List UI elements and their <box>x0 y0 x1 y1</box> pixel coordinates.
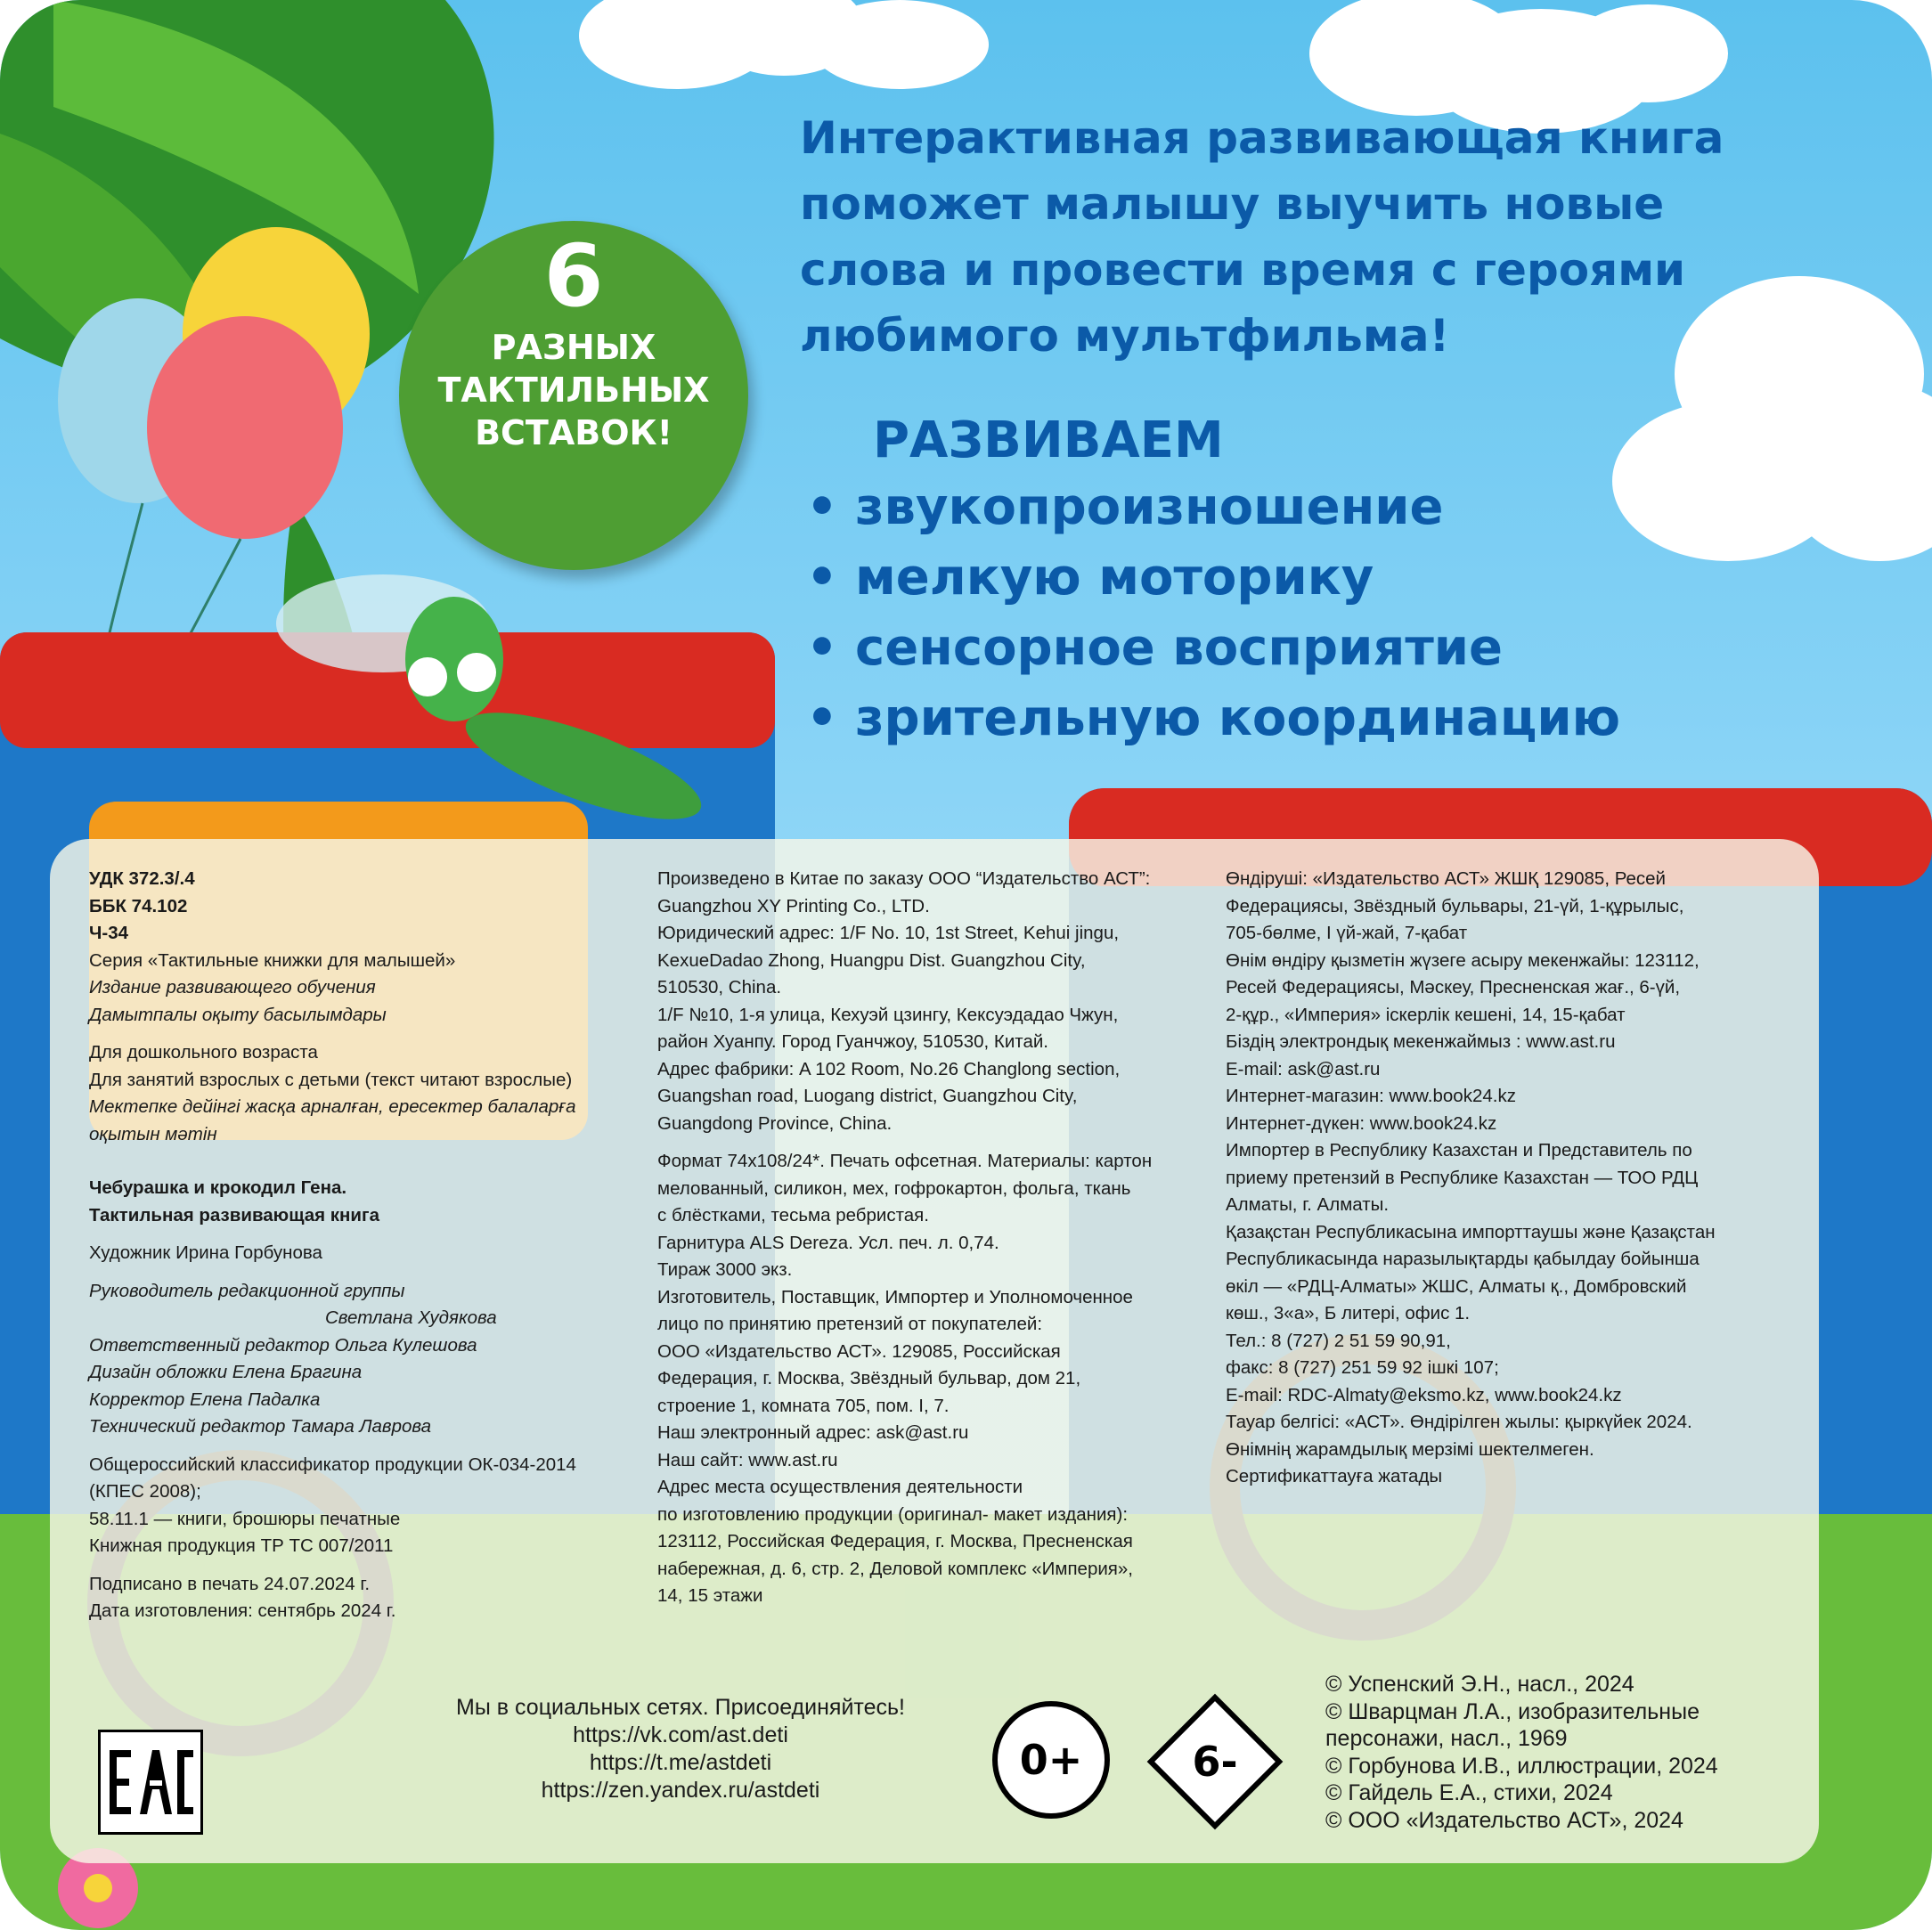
editor-credit: Ответственный редактор Ольга Кулешова <box>89 1334 477 1356</box>
tech-editor-credit: Технический редактор Тамара Лаврова <box>89 1416 432 1437</box>
imprint-line: факс: 8 (727) 251 59 92 ішкі 107; <box>1226 1357 1499 1378</box>
imprint-line: по изготовлению продукции (оригинал- макет издания): <box>657 1503 1129 1525</box>
imprint-line: Адрес фабрики: A 102 Room, No.26 Changlong section, <box>657 1058 1121 1079</box>
tactile-inserts-badge <box>399 221 748 570</box>
imprint-line: Республикасында наразылықтарды қабылдау бойынша <box>1226 1249 1700 1269</box>
age-rating-circle: 0+ <box>992 1701 1110 1819</box>
imprint-line: приему претензий в Республике Казахстан — ТОО РДЦ <box>1226 1167 1699 1188</box>
age-rating-diamond <box>1147 1694 1283 1829</box>
imprint-line: 705-бөлме, I үй-жай, 7-қабат <box>1226 923 1468 943</box>
edition-kz: Дамытпалы оқыту басылымдары <box>89 1004 387 1025</box>
imprint-line: көш., 3«а», Б литері, офис 1. <box>1226 1303 1471 1323</box>
imprint-column-3 <box>1226 866 1796 1491</box>
imprint-line: ООО «Издательство АСТ». 129085, Российская <box>657 1340 1061 1362</box>
imprint-line: Алматы, г. Алматы. <box>1226 1194 1390 1215</box>
social-heading: Мы в социальных сетях. Присоединяйтесь! <box>456 1695 905 1720</box>
copyright-line: © Горбунова И.В., иллюстрации, 2024 <box>1325 1753 1718 1779</box>
bullet-icon: • <box>806 478 838 536</box>
imprint-line: 2-құр., «Империя» іскерлік кешені, 14, 15-қабат <box>1226 1004 1626 1025</box>
imprint-line: 123112, Российская Федерация, г. Москва, Пресненская <box>657 1531 1133 1551</box>
age-note-kz: Мектепке дейінгі жасқа арналған, ересектер балаларға <box>89 1096 576 1117</box>
bbk: ББК 74.102 <box>89 895 188 916</box>
eac-certification-icon <box>98 1730 203 1835</box>
imprint-column-1 <box>89 866 641 1625</box>
imprint-line: Формат 74x108/24*. Печать офсетная. Материалы: картон <box>657 1151 1153 1171</box>
imprint-line: Юридический адрес: 1/F No. 10, 1st Street, Kehui jingu, <box>657 923 1120 943</box>
imprint-line: E-mail: RDC-Almaty@eksmo.kz, www.book24.kz <box>1226 1384 1622 1405</box>
develop-item: • сенсорное восприятие <box>806 613 1875 683</box>
bullet-icon: • <box>806 549 838 607</box>
imprint-line: Тираж 3000 экз. <box>657 1259 793 1280</box>
imprint-line: Изготовитель, Поставщик, Импортер и Уполномоченное <box>657 1286 1133 1307</box>
imprint-line: өкіл — «РДЦ-Алматы» ЖШС, Алматы қ., Домбровский <box>1226 1275 1687 1297</box>
copyright-line: © Шварцман Л.А., изобразительные <box>1325 1698 1700 1724</box>
imprint-line: Ресей Федерациясы, Мәскеу, Пресненская жағ., 6-үй, <box>1226 977 1681 998</box>
headline <box>800 105 1887 369</box>
imprint-line: набережная, д. 6, стр. 2, Деловой комплекс «Империя», <box>657 1558 1133 1579</box>
age-note: Для дошкольного возраста <box>89 1042 318 1063</box>
book-subtitle: Тактильная развивающая книга <box>89 1204 379 1226</box>
imprint-line: E-mail: ask@ast.ru <box>1226 1058 1381 1079</box>
headline-line: слова и провести время с героями <box>800 244 1686 296</box>
headline-line: Интерактивная развивающая книга <box>800 112 1724 164</box>
imprint-line: Наш электронный адрес: ask@ast.ru <box>657 1422 969 1443</box>
imprint-line: Интернет-магазин: www.book24.kz <box>1226 1086 1516 1106</box>
imprint-line: Өнім өндіру қызметін жүзеге асыру мекенжайы: 123112, <box>1226 949 1700 971</box>
design-credit: Дизайн обложки Елена Брагина <box>89 1362 363 1382</box>
classifier: Общероссийский классификатор продукции ОК-034-2014 <box>89 1454 576 1475</box>
imprint-line: Тауар белгісі: «АСТ». Өндірілген жылы: қыркүйек 2024. <box>1226 1412 1692 1432</box>
signed-date: Подписано в печать 24.07.2024 г. <box>89 1573 371 1594</box>
imprint-line: Қазақстан Республикасына импорттаушы және Қазақстан <box>1226 1221 1716 1242</box>
copyright-line: © Успенский Э.Н., насл., 2024 <box>1325 1672 1634 1697</box>
bullet-icon: • <box>806 689 838 747</box>
copyright-line: © Гайдель Е.А., стихи, 2024 <box>1325 1780 1613 1805</box>
imprint-line: Тел.: 8 (727) 2 51 59 90,91, <box>1226 1330 1451 1351</box>
classifier: (КПЕС 2008); <box>89 1481 201 1502</box>
series: Серия «Тактильные книжки для малышей» <box>89 949 456 971</box>
develop-item: • мелкую моторику <box>806 542 1875 613</box>
regulation: Книжная продукция ТР ТС 007/2011 <box>89 1535 394 1556</box>
corrector-credit: Корректор Елена Падалка <box>89 1388 321 1410</box>
imprint-line: район Хуанпу. Город Гуанчжоу, 510530, Китай. <box>657 1031 1048 1052</box>
author-code: Ч-34 <box>89 923 129 943</box>
udk: УДК 372.3/.4 <box>89 868 195 889</box>
copyright-line: © ООО «Издательство АСТ», 2024 <box>1325 1807 1683 1833</box>
lead-credit-name: Светлана Худякова <box>325 1307 497 1328</box>
imprint-line: мелованный, силикон, мех, гофрокартон, фольга, ткань <box>657 1177 1131 1199</box>
bullet-icon: • <box>806 619 838 677</box>
imprint-line: 14, 15 этажи <box>657 1585 763 1606</box>
imprint-line: Өндіруші: «Издательство АСТ» ЖШҚ 129085, Ресей <box>1226 868 1667 889</box>
headline-line: поможет малышу выучить новые <box>800 178 1665 230</box>
imprint-line: Guangdong Province, China. <box>657 1112 893 1134</box>
copyright-line: персонажи, насл., 1969 <box>1325 1726 1568 1751</box>
manufacture-date: Дата изготовления: сентябрь 2024 г. <box>89 1600 396 1621</box>
age-note-kz: оқытын мәтін <box>89 1123 217 1144</box>
imprint-line: Біздің электрондық мекенжаймыз : www.ast.ru <box>1226 1031 1616 1052</box>
edition-ru: Издание развивающего обучения <box>89 977 376 998</box>
develop-item: • звукопроизношение <box>806 472 1875 542</box>
badge-text: РАЗНЫХ ТАКТИЛЬНЫХ ВСТАВОК! <box>437 328 710 452</box>
imprint-line: Сертификаттауға жатады <box>1226 1466 1443 1486</box>
social-links <box>404 1694 957 1804</box>
imprint-line: Интернет-дүкен: www.book24.kz <box>1226 1112 1497 1134</box>
telegram-link[interactable]: https://t.me/astdeti <box>589 1750 772 1775</box>
zen-link[interactable]: https://zen.yandex.ru/astdeti <box>541 1778 820 1803</box>
imprint-column-2 <box>657 866 1227 1610</box>
develop-list <box>806 410 1875 753</box>
lead-credit: Руководитель редакционной группы <box>89 1280 405 1301</box>
imprint-line: Гарнитура ALS Dereza. Усл. печ. л. 0,74. <box>657 1232 999 1253</box>
age-note: Для занятий взрослых с детьми (текст читают взрослые) <box>89 1069 573 1090</box>
imprint-line: строение 1, комната 705, пом. I, 7. <box>657 1395 950 1416</box>
imprint-line: лицо по принятию претензий от покупателей: <box>657 1314 1043 1334</box>
badge-number: 6 <box>543 226 604 326</box>
imprint-panel <box>50 839 1819 1863</box>
imprint-line: KexueDadao Zhong, Huangpu Dist. Guangzhou City, <box>657 949 1086 971</box>
imprint-line: Импортер в Республику Казахстан и Представитель по <box>1226 1140 1692 1160</box>
develop-item: • зрительную координацию <box>806 683 1875 753</box>
artist-credit: Художник Ирина Горбунова <box>89 1242 322 1263</box>
imprint-line: Өнімнің жарамдылық мерзімі шектелмеген. <box>1226 1438 1594 1460</box>
copyright-block <box>1325 1671 1824 1834</box>
imprint-line: Федерациясы, Звёздный бульвары, 21-үй, 1-құрылыс, <box>1226 895 1684 916</box>
imprint-line: Федерация, г. Москва, Звёздный бульвар, дом 21, <box>657 1368 1081 1388</box>
imprint-line: с блёстками, тесьма ребристая. <box>657 1205 929 1226</box>
vk-link[interactable]: https://vk.com/ast.deti <box>573 1722 788 1747</box>
eac-logo-icon <box>108 1747 193 1818</box>
headline-line: любимого мультфильма! <box>800 310 1450 362</box>
imprint-line: Произведено в Китае по заказу ООО “Издательство АСТ”: <box>657 868 1151 889</box>
classifier: 58.11.1 — книги, брошюры печатные <box>89 1508 401 1529</box>
imprint-line: Guangzhou XY Printing Co., LTD. <box>657 895 930 916</box>
imprint-line: Наш сайт: www.ast.ru <box>657 1449 838 1470</box>
imprint-line: Адрес места осуществления деятельности <box>657 1477 1023 1497</box>
age-rating-diamond-label: 6- <box>1192 1738 1238 1786</box>
imprint-line: Guangshan road, Luogang district, Guangzhou City, <box>657 1086 1078 1106</box>
imprint-line: 510530, China. <box>657 977 782 998</box>
develop-title: РАЗВИВАЕМ <box>873 411 1224 469</box>
imprint-line: 1/F №10, 1-я улица, Кехуэй цзингу, Кексуэдадао Чжун, <box>657 1004 1119 1025</box>
book-title: Чебурашка и крокодил Гена. <box>89 1177 347 1198</box>
